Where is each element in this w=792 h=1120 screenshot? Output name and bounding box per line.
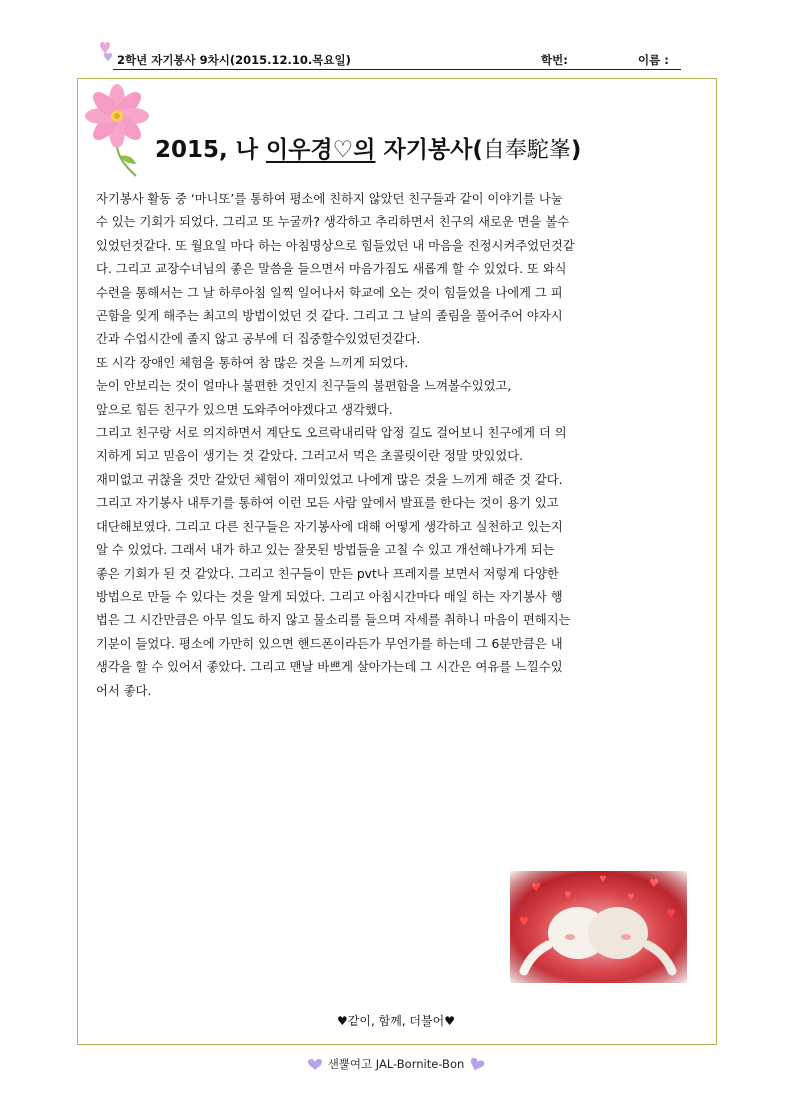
body-line: 재미없고 귀찮을 것만 같았던 체험이 재미있었고 나에게 많은 것을 느끼게 해준 것 같다. [96,472,563,487]
body-line: 어서 좋다. [96,683,152,698]
header-title: 2학년 자기봉사 9차시(2015.12.10.목요일) [117,53,351,67]
body-line: 지하게 되고 믿음이 생기는 것 같았다. 그러고서 먹은 초콜릿이란 정말 맛있었다. [96,449,524,464]
title-hanja: 自奉駝峯 [482,138,571,163]
document-title [155,131,581,164]
body-line: 그리고 친구랑 서로 의지하면서 계단도 오르락내리락 압정 길도 걸어보니 친구에게 더 의 [96,426,567,441]
footer-text: 샌뿔여고 JAL-Bornite-Bon [327,1057,465,1071]
body-line: 법은 그 시간만큼은 아무 일도 하지 않고 물소리를 들으며 자세를 취하니 마음이 편해지는 [96,613,571,628]
body-line: 수련을 통해서는 그 날 하루아침 일찍 일어나서 학교에 오는 것이 힘들었을 나에게 그 피 [96,285,563,300]
body-line: 생각을 할 수 있어서 좋았다. 그리고 맨날 바쁘게 살아가는데 그 시간은 여유를 느낄수있 [96,660,563,675]
body-line: 다. 그리고 교장수녀님의 좋은 말씀을 들으면서 마음가짐도 새롭게 할 수 있었다. 또 와식 [96,262,567,277]
hearts-icon [95,38,117,68]
title-suffix: ) [570,137,582,163]
body-line: 대단해보였다. 그리고 다른 친구들은 자기봉사에 대해 어떻게 생각하고 실천하고 있는지 [96,519,563,534]
body-line: 곤함을 잊게 해주는 최고의 방법이었던 것 같다. 그리고 그 날의 졸림을 풀어주어 야자시 [96,309,563,324]
body-line: 알 수 있었다. 그래서 내가 하고 있는 잘못된 방법들을 고칠 수 있고 개선해나가게 되는 [96,543,555,558]
body-line: 그리고 자기봉사 내투기를 통하여 이런 모든 사람 앞에서 발표를 한다는 것이 용기 있고 [96,496,559,511]
hugging-figures-illustration [510,871,687,983]
title-prefix: 2015, 나 [155,137,266,163]
student-number-label: 학번: [541,53,568,67]
body-line: 간과 수업시간에 졸지 않고 공부에 더 집중할수있었던것같다. [96,332,421,347]
heart-icon [468,1056,486,1072]
header-divider [113,69,681,70]
body-line: 앞으로 힘든 친구가 있으면 도와주어야겠다고 생각했다. [96,402,393,417]
body-line: 있었던것같다. 또 월요일 마다 하는 아침명상으로 힘들었던 내 마음을 진정시켜주었던것같 [96,238,575,253]
title-mid: 자기봉사( [375,137,483,163]
body-line: 눈이 안보리는 것이 얼마나 불편한 것인지 친구들의 불편함을 느껴볼수있었고, [96,379,512,394]
flower-icon [84,84,150,180]
page-footer [0,1056,792,1072]
closing-slogan: ♥같이, 함께, 더불어♥ [337,1014,455,1028]
name-label: 이름 : [638,53,669,67]
body-line: 기분이 들었다. 평소에 가만히 있으면 핸드폰이라든가 무언가를 하는데 그 6분만큼은 내 [96,636,563,651]
body-line: 수 있는 기회가 되었다. 그리고 또 누굴까? 생각하고 추리하면서 친구의 새로운 면을 볼수 [96,215,570,230]
reflection-body [96,188,696,703]
title-student-name: 이우경♡의 [265,137,376,163]
body-line: 자기봉사 활동 중 ‘마니또’를 통하여 평소에 친하지 않았던 친구들과 같이 이야기를 나눌 [96,192,563,206]
body-line: 방법으로 만들 수 있다는 것을 알게 되었다. 그리고 아침시간마다 매일 하는 자기봉사 행 [96,589,563,604]
heart-icon [306,1057,324,1071]
body-line: 또 시각 장애인 체험을 통하여 참 많은 것을 느끼게 되었다. [96,355,409,370]
body-line: 좋은 기회가 된 것 같았다. 그리고 친구들이 만든 pvt나 프레지를 보면서 저렇게 다양한 [96,566,559,581]
